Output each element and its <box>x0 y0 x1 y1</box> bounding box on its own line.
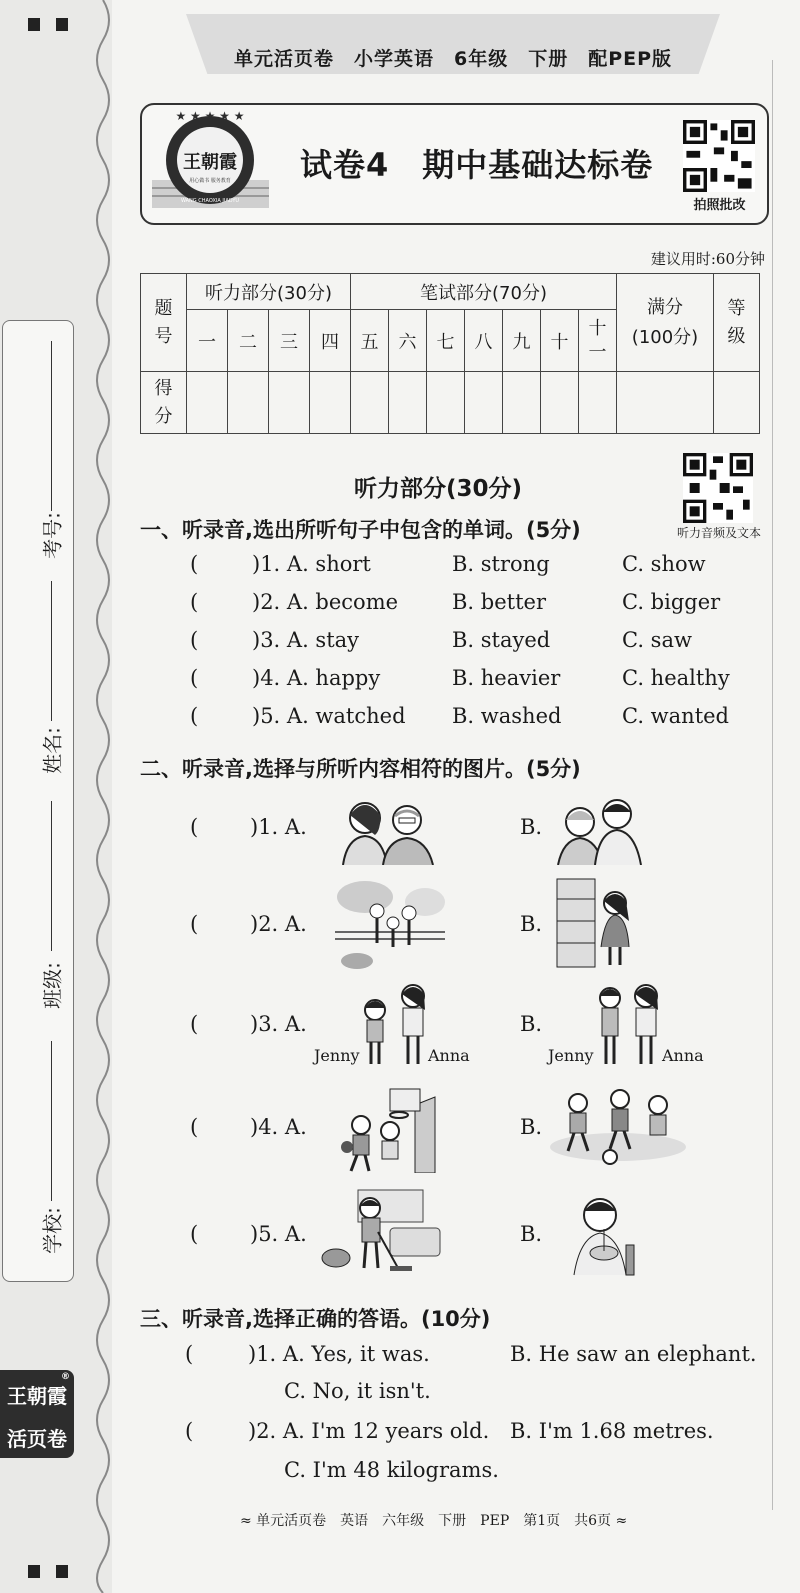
xuexiao-line[interactable] <box>51 1041 52 1201</box>
xingming-line[interactable] <box>51 581 52 721</box>
student-info-form <box>2 320 74 1282</box>
s3-q2-c: C. I'm 48 kilograms. <box>284 1458 499 1482</box>
table-header-writing: 笔试部分(70分) <box>351 274 617 310</box>
score-table <box>140 273 760 434</box>
answer-paren[interactable]: ( <box>190 912 199 936</box>
logo-name: 王朝霞 <box>183 152 237 173</box>
score-cell[interactable] <box>187 372 228 434</box>
binding-mark <box>28 1565 40 1578</box>
s2-q1-b-label: B. <box>520 815 543 839</box>
picture-family-in-park[interactable] <box>335 877 445 969</box>
s1-q3-a: )3. A. stay <box>252 628 360 652</box>
listening-heading: 听力部分(30分) <box>354 476 523 502</box>
answer-paren[interactable]: ( <box>190 552 199 576</box>
score-cell[interactable] <box>503 372 541 434</box>
s2-q3-b-anna: Anna <box>662 1046 704 1065</box>
score-cell[interactable] <box>228 372 269 434</box>
s3-q1-a: )1. A. Yes, it was. <box>248 1342 430 1366</box>
score-cell[interactable] <box>269 372 310 434</box>
s2-q2-label: )2. A. <box>250 912 307 936</box>
table-num: 三 <box>269 310 310 372</box>
table-header-listening: 听力部分(30分) <box>187 274 351 310</box>
section-3-heading: 三、听录音,选择正确的答语。(10分) <box>140 1307 491 1331</box>
picture-jenny-and-anna-same-height[interactable] <box>590 980 670 1066</box>
banji-line[interactable] <box>51 801 52 951</box>
table-num: 十一 <box>579 310 617 372</box>
kaohao-line[interactable] <box>51 341 52 511</box>
answer-paren[interactable]: ( <box>190 590 199 614</box>
s1-q4-a: )4. A. happy <box>252 666 381 690</box>
s1-q1-c: C. show <box>622 552 706 576</box>
s1-q2-c: C. bigger <box>622 590 721 614</box>
page-edge-line <box>772 60 773 1510</box>
answer-paren[interactable]: ( <box>190 1115 199 1139</box>
score-cell[interactable] <box>310 372 351 434</box>
s1-q5-a: )5. A. watched <box>252 704 406 728</box>
score-cell[interactable] <box>351 372 389 434</box>
table-header-full: 满分 (100分) <box>617 274 714 372</box>
s2-q4-b-label: B. <box>520 1115 543 1139</box>
picture-boy-eating-noodles[interactable] <box>570 1185 645 1280</box>
s2-q5-b-label: B. <box>520 1222 543 1246</box>
section-2-heading: 二、听录音,选择与所听内容相符的图片。(5分) <box>140 757 581 781</box>
label-xingming: 姓名: <box>40 727 65 774</box>
s1-q3-c: C. saw <box>622 628 692 652</box>
label-xuexiao: 学校: <box>40 1207 65 1254</box>
s3-q2-a: )2. A. I'm 12 years old. <box>248 1419 490 1443</box>
exam-title: 试卷4 期中基础达标卷 <box>300 146 654 184</box>
svg-text:★ ★ ★ ★ ★: ★ ★ ★ ★ ★ <box>175 110 245 123</box>
s1-q2-b: B. better <box>452 590 546 614</box>
label-banji: 班级: <box>40 962 65 1009</box>
answer-paren[interactable]: ( <box>190 1012 199 1036</box>
qr-code-icon[interactable] <box>683 120 755 192</box>
score-cell[interactable] <box>579 372 617 434</box>
s1-q4-c: C. healthy <box>622 666 730 690</box>
picture-woman-and-grandpa[interactable] <box>335 790 435 865</box>
s1-q1-b: B. strong <box>452 552 550 576</box>
s1-q3-b: B. stayed <box>452 628 551 652</box>
s2-q4-label: )4. A. <box>250 1115 307 1139</box>
table-num: 六 <box>389 310 427 372</box>
s3-q1-c: C. No, it isn't. <box>284 1379 431 1403</box>
qr-caption: 拍照批改 <box>693 198 746 213</box>
table-num: 二 <box>228 310 269 372</box>
picture-boys-playing-football[interactable] <box>548 1085 688 1167</box>
logo-tagline: 用心做书 服务教育 <box>189 178 231 184</box>
picture-girl-in-shop[interactable] <box>555 877 645 969</box>
table-num: 十 <box>541 310 579 372</box>
answer-paren[interactable]: ( <box>190 815 199 839</box>
audio-qr-code-icon[interactable] <box>683 453 753 523</box>
publisher-logo <box>148 110 273 215</box>
audio-qr-caption: 听力音频及文本 <box>676 526 761 540</box>
answer-paren[interactable]: ( <box>190 1222 199 1246</box>
table-header-defen: 得分 <box>141 372 187 434</box>
table-num: 九 <box>503 310 541 372</box>
s1-q1-a: )1. A. short <box>252 552 371 576</box>
picture-boy-cleaning-floor[interactable] <box>318 1188 443 1280</box>
s3-q1-b: B. He saw an elephant. <box>510 1342 757 1366</box>
s2-q5-label: )5. A. <box>250 1222 307 1246</box>
s1-q4-b: B. heavier <box>452 666 561 690</box>
answer-paren[interactable]: ( <box>185 1342 194 1366</box>
logo-ring-text: WANG CHAOXIA JIAOYU <box>180 198 240 204</box>
score-cell[interactable] <box>541 372 579 434</box>
table-num: 四 <box>310 310 351 372</box>
answer-paren[interactable]: ( <box>190 628 199 652</box>
score-cell[interactable] <box>617 372 714 434</box>
table-header-grade: 等级 <box>714 274 760 372</box>
wavy-edge <box>90 0 116 1593</box>
s2-q3-a-jenny: Jenny <box>314 1046 360 1065</box>
s2-q1-label: )1. A. <box>250 815 307 839</box>
answer-paren[interactable]: ( <box>190 666 199 690</box>
section-1-heading: 一、听录音,选出所听句子中包含的单词。(5分) <box>140 518 581 542</box>
s2-q3-a-anna: Anna <box>428 1046 470 1065</box>
binding-mark <box>56 18 68 31</box>
picture-boys-playing-basketball[interactable] <box>335 1085 445 1173</box>
time-note: 建议用时:60分钟 <box>650 250 765 268</box>
table-num: 八 <box>465 310 503 372</box>
picture-jenny-short-anna-tall[interactable] <box>355 980 435 1066</box>
s3-q2-b: B. I'm 1.68 metres. <box>510 1419 714 1443</box>
binding-mark <box>28 18 40 31</box>
table-num: 五 <box>351 310 389 372</box>
s2-q3-b-label: B. <box>520 1012 543 1036</box>
score-cell[interactable] <box>714 372 760 434</box>
score-cell[interactable] <box>465 372 503 434</box>
brand-badge <box>0 1370 74 1458</box>
s1-q5-b: B. washed <box>452 704 562 728</box>
s2-q3-label: )3. A. <box>250 1012 307 1036</box>
s1-q2-a: )2. A. become <box>252 590 399 614</box>
badge-registered: ® <box>61 1372 70 1382</box>
s2-q3-b-jenny: Jenny <box>548 1046 594 1065</box>
answer-paren[interactable]: ( <box>190 704 199 728</box>
s2-q2-b-label: B. <box>520 912 543 936</box>
binding-strip <box>0 0 112 1593</box>
table-header-tihao: 题号 <box>141 274 187 372</box>
s1-q5-c: C. wanted <box>622 704 729 728</box>
binding-mark <box>56 1565 68 1578</box>
page-footer: ≈ 单元活页卷 英语 六年级 下册 PEP 第1页 共6页 ≈ <box>240 1513 628 1529</box>
score-cell[interactable] <box>427 372 465 434</box>
picture-grandma-and-man[interactable] <box>555 790 645 865</box>
table-num: 一 <box>187 310 228 372</box>
badge-line2: 活页卷 <box>7 1427 67 1451</box>
score-cell[interactable] <box>389 372 427 434</box>
badge-line1: 王朝霞 <box>7 1384 67 1408</box>
table-num: 七 <box>427 310 465 372</box>
answer-paren[interactable]: ( <box>185 1419 194 1443</box>
header-banner-text: 单元活页卷 小学英语 6年级 下册 配PEP版 <box>233 48 673 70</box>
label-kaohao: 考号: <box>40 512 65 559</box>
